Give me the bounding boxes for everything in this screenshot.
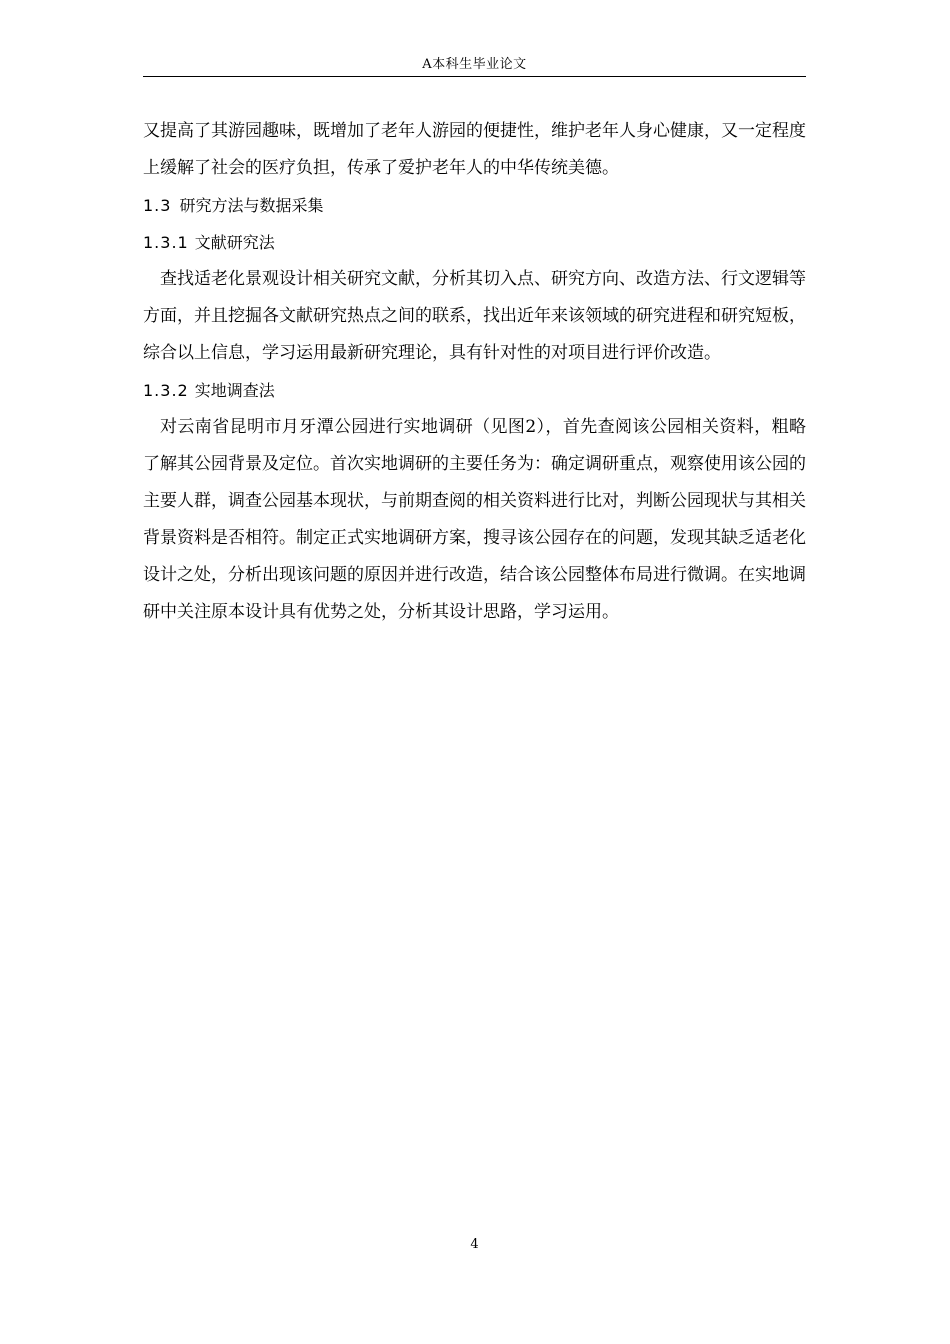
literature-research-paragraph: 查找适老化景观设计相关研究文献，分析其切入点、研究方向、改造方法、行文逻辑等方面，并且挖掘各文献研究热点之间的联系，找出近年来该领域的研究进程和研究短板，综合以上信息，学习运用最新研究理论，具有针对性的对项目进行评价改造。: [143, 269, 806, 363]
subsection-heading-1-3-2: [143, 372, 806, 409]
field-survey-paragraph: 对云南省昆明市月牙潭公园进行实地调研（见图2），首先查阅该公园相关资料，粗略了解其公园背景及定位。首次实地调研的主要任务为：确定调研重点，观察使用该公园的主要人群，调查公园基本现状，与前期查阅的相关资料进行比对，判断公园现状与其相关背景资料是否相符。制定正式实地调研方案，搜寻该公园存在的问题，发现其缺乏适老化设计之处，分析出现该问题的原因并进行改造，结合该公园整体布局进行微调。在实地调研中关注原本设计具有优势之处，分析其设计思路，学习运用。: [143, 417, 806, 622]
section-heading-1-3: [143, 187, 806, 224]
document-body: [143, 113, 806, 631]
section-title: 研究方法与数据采集: [179, 196, 324, 215]
subsection-number: 1.3.2: [143, 381, 189, 400]
section-number: 1.3: [143, 196, 172, 215]
subsection-title: 文献研究法: [194, 233, 275, 252]
subsection-number: 1.3.1: [143, 233, 189, 252]
header-rule: [143, 76, 806, 77]
page-header: A本科生毕业论文: [422, 57, 527, 72]
page-number: 4: [470, 1237, 479, 1252]
subsection-heading-1-3-1: [143, 224, 806, 261]
subsection-title: 实地调查法: [194, 381, 275, 400]
intro-paragraph: 又提高了其游园趣味，既增加了老年人游园的便捷性，维护老年人身心健康，又一定程度上缓解了社会的医疗负担，传承了爱护老年人的中华传统美德。: [143, 121, 806, 178]
